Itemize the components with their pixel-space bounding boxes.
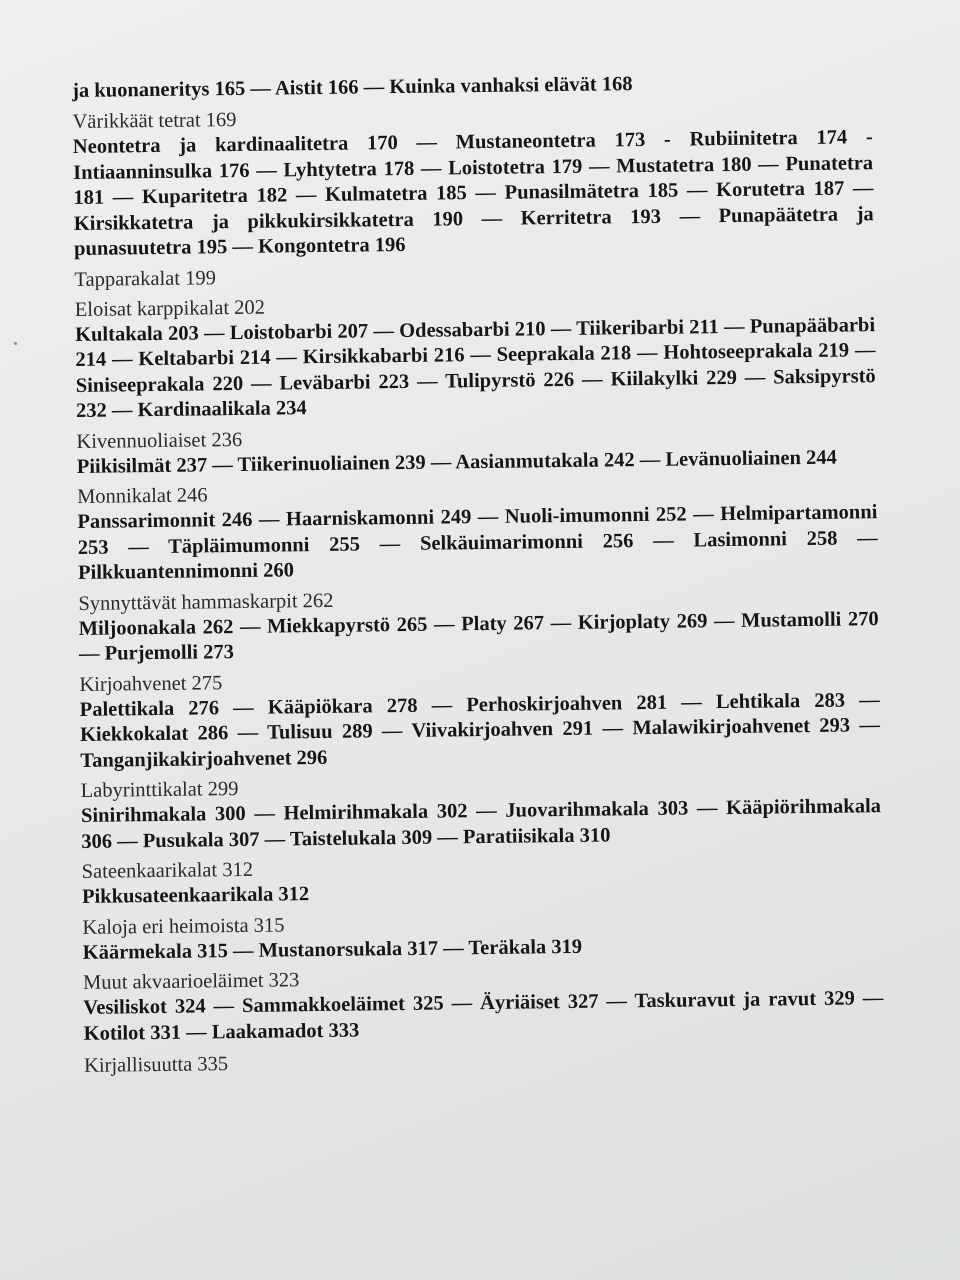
section-heading: Muut akvaarioeläimet 323 xyxy=(82,969,300,994)
toc-section xyxy=(76,419,877,480)
section-heading: Labyrinttikalat 299 xyxy=(80,778,239,802)
toc-section xyxy=(81,768,882,855)
toc-section xyxy=(77,474,878,586)
section-heading: Sateenkaarikalat 312 xyxy=(81,858,254,883)
section-heading: Kaloja eri heimoista 315 xyxy=(82,913,285,939)
toc-section xyxy=(78,581,879,668)
section-entries: Miljoonakala 262 — Miekkapyrstö 265 — Platy 267 — Kirjoplaty 269 — Mustamolli 270 — Purjemolli 273 xyxy=(78,607,879,665)
section-heading: Monnikalat 246 xyxy=(76,484,208,508)
toc-section xyxy=(75,287,877,425)
section-heading: Värikkäät tetrat 169 xyxy=(72,108,237,133)
section-entries: Pikkusateenkaarikala 312 xyxy=(81,883,310,908)
section-entries: Sinirihmakala 300 — Helmirihmakala 302 — Juovarihmakala 303 — Kääpiörihmakala 306 — Pusukala 307 — Taistelukala 309 — Paratiisikala 310 xyxy=(80,795,882,853)
toc-section xyxy=(74,257,874,293)
section-entries: Neontetra ja kardinaalitetra 170 — Mustaneontetra 173 - Rubiinitetra 174 - Intiaanninsulka 176 — Lyhtytetra 178 — Loistotetra 179 — Mustatetra 180 — Punatetra 181 — Kuparitetra 182 — Kulmatetra 185 — Punasilmätetra 185 — Korutetra 187 — Kirsikkatetra ja pikkukirsikkatetra 190 — Kerritetra 193 — Punapäätetra ja punasuutetra 195 — Kongontetra 196 xyxy=(72,126,874,260)
toc-section xyxy=(79,662,880,774)
section-heading: Synnyttävät hammaskarpit 262 xyxy=(78,589,334,615)
toc-section xyxy=(72,99,874,262)
section-entries: Käärmekala 315 — Mustanorsukala 317 — Teräkala 319 xyxy=(82,935,583,964)
section-entries: Palettikala 276 — Kääpiökara 278 — Perhoskirjoahven 281 — Lehtikala 283 — Kiekkokalat 286 — Tulisuu 289 — Viivakirjoahven 291 — Malawikirjoahvenet 293 — Tanganjikakirjoahvenet 296 xyxy=(79,688,881,772)
toc-sections xyxy=(72,99,883,1047)
section-entries: Vesiliskot 324 — Sammakkoeläimet 325 — Äyriäiset 327 — Taskuravut ja ravut 329 — Kotilot 331 — Laakamadot 333 xyxy=(83,987,884,1045)
final-heading: Kirjallisuutta 335 xyxy=(83,1053,229,1077)
section-entries: Panssarimonnit 246 — Haarniskamonni 249 — Nuoli-imumonni 252 — Helmipartamonni 253 — Täpläimumonni 255 — Selkäuimarimonni 256 — Lasimonni 258 — Pilkkuantennimonni 260 xyxy=(77,501,878,584)
intro-line: ja kuonaneritys 165 — Aistit 166 — Kuinka vanhaksi elävät 168 xyxy=(72,73,633,102)
section-entries: Kultakala 203 — Loistobarbi 207 — Odessabarbi 210 — Tiikeribarbi 211 — Punapääbarbi 214 — Keltabarbi 214 — Kirsikkabarbi 216 — Seeprakala 218 — Hohtoseeprakala 219 — Siniseeprakala 220 — Leväbarbi 223 — Tulipyrstö 226 — Kiilakylki 229 — Saksipyrstö 232 — Kardinaalikala 234 xyxy=(74,313,876,422)
section-heading: Kivennuoliaiset 236 xyxy=(76,428,243,453)
toc-section xyxy=(83,960,884,1047)
section-heading: Eloisat karppikalat 202 xyxy=(74,296,266,321)
toc-section xyxy=(82,849,883,910)
margin-mark xyxy=(14,342,17,345)
section-heading: Tapparakalat 199 xyxy=(74,266,217,291)
toc-section xyxy=(82,905,883,966)
section-entries: Piikisilmät 237 — Tiikerinuoliainen 239 — Aasianmutakala 242 — Levänuoliainen 244 xyxy=(76,446,837,478)
section-heading: Kirjoahvenet 275 xyxy=(79,671,223,696)
table-of-contents xyxy=(72,68,884,1079)
